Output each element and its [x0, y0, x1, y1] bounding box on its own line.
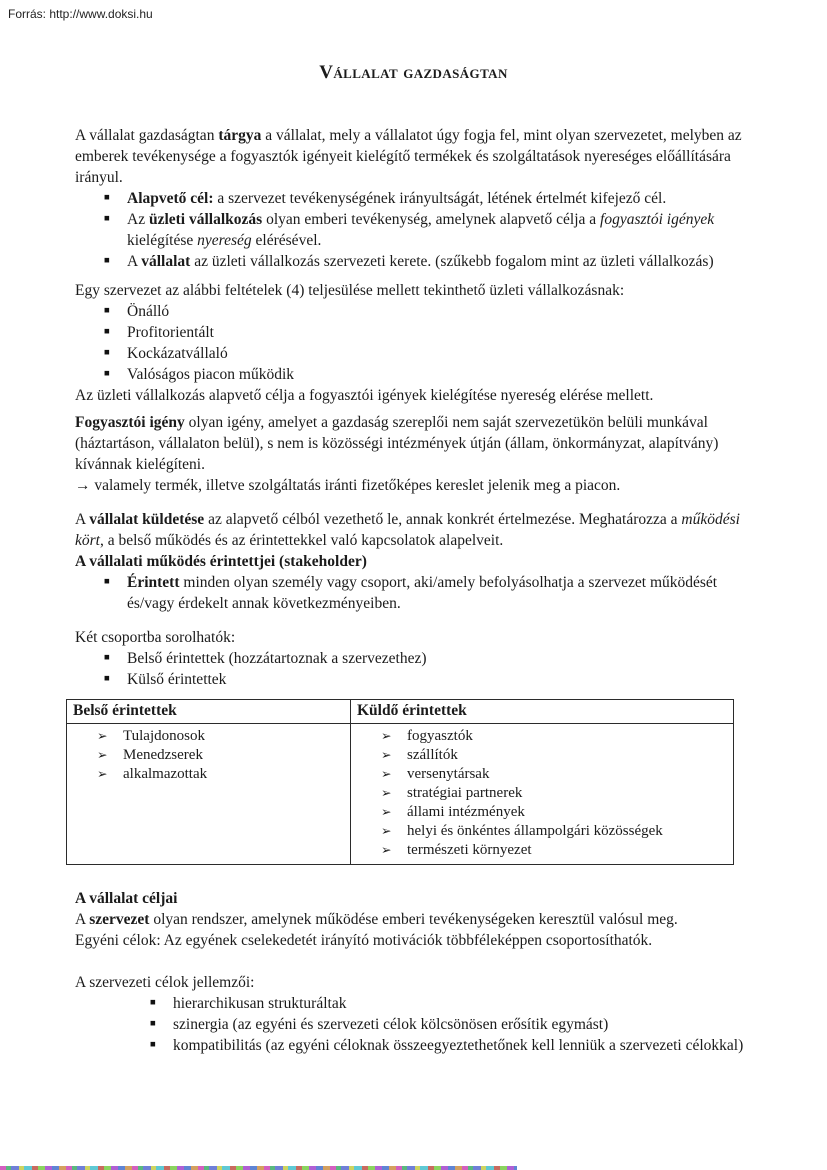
table-body-row [67, 724, 734, 865]
square-bullet-icon: ■ [104, 674, 110, 684]
table-list-item [381, 841, 733, 860]
list-item-text: kompatibilitás (az egyéni céloknak összeegyeztethetőnek kell lenniük a szervezeti célokkal) [173, 1037, 744, 1054]
arrow-bullet-icon: ➢ [381, 786, 392, 800]
table-list-item-text: szállítók [407, 747, 458, 763]
list-item [104, 648, 752, 669]
table-list-item [381, 822, 733, 841]
square-bullet-icon: ■ [150, 1019, 156, 1029]
table-list-item-text: Tulajdonosok [123, 728, 205, 744]
table-cell-external [351, 724, 734, 865]
table-list-item-text: alkalmazottak [123, 766, 208, 782]
list-item [150, 1035, 752, 1056]
list-item-text: Önálló [127, 303, 170, 320]
conditions-list [75, 301, 752, 385]
list-item-text: hierarchikusan strukturáltak [173, 995, 347, 1012]
conditions-lead: Egy szervezet az alábbi feltételek (4) teljesülése mellett tekinthető üzleti vállalkozásnak: [75, 282, 625, 299]
arrow-bullet-icon: ➢ [97, 748, 108, 762]
external-stakeholders-list [351, 727, 733, 860]
table-list-item-text: természeti környezet [407, 842, 532, 858]
table-list-item [381, 784, 733, 803]
list-item-text: Érintett minden olyan személy vagy csoport, aki/amely befolyásolhatja a szervezet működését és/vagy érdekelt annak következményeiben. [127, 574, 718, 612]
groups-list [75, 648, 752, 690]
mission-paragraph: A vállalat küldetése az alapvető célból vezethető le, annak konkrét értelmezése. Meghatározza a működési kört, a belső működés és az érintettekkel való kapcsolatok alapelveit. [75, 511, 740, 549]
table-header-internal: Belső érintettek [67, 700, 351, 724]
list-item [150, 993, 752, 1014]
list-item-text: A vállalat az üzleti vállalkozás szervezeti kerete. (szűkebb fogalom mint az üzleti vállalkozás) [127, 253, 714, 270]
arrow-bullet-icon: ➢ [381, 843, 392, 857]
list-item-text: Kockázatvállaló [127, 345, 228, 362]
core-definitions-list [75, 188, 752, 272]
square-bullet-icon: ■ [150, 998, 156, 1008]
square-bullet-icon: ■ [104, 306, 110, 316]
stakeholder-definition-list [75, 572, 752, 614]
table-list-item-text: állami intézmények [407, 804, 525, 820]
square-bullet-icon: ■ [104, 369, 110, 379]
table-list-item [97, 727, 350, 746]
list-item-text: Az üzleti vállalkozás olyan emberi tevékenység, amelynek alapvető célja a fogyasztói igények kielégítése nyereség elérésével. [127, 211, 715, 249]
table-list-item-text: Menedzserek [123, 747, 203, 763]
square-bullet-icon: ■ [104, 256, 110, 266]
table-list-item-text: stratégiai partnerek [407, 785, 523, 801]
stakeholder-heading: A vállalati működés érintettjei (stakeholder) [75, 553, 367, 570]
list-item-text: Valóságos piacon működik [127, 366, 295, 383]
goals-heading: A vállalat céljai [75, 890, 178, 907]
groups-lead: Két csoportba sorolhatók: [75, 629, 236, 646]
square-bullet-icon: ■ [104, 653, 110, 663]
consumer-need-paragraph: Fogyasztói igény olyan igény, amelyet a gazdaság szereplői nem saját szervezetükön belüli munkával (háztartáson, vállalaton belül), s nem is közösségi intézmények útján (állam, önkormányzat, alapítvány) kívánnak kielégíteni. [75, 414, 719, 473]
table-header-row [67, 700, 734, 724]
list-item [104, 343, 752, 364]
square-bullet-icon: ■ [104, 214, 110, 224]
arrow-bullet-icon: ➢ [381, 767, 392, 781]
internal-stakeholders-list [67, 727, 350, 784]
conditions-closing: Az üzleti vállalkozás alapvető célja a fogyasztói igények kielégítése nyereség elérése mellett. [75, 387, 654, 404]
list-item [104, 364, 752, 385]
arrow-bullet-icon: ➢ [381, 805, 392, 819]
table-list-item [97, 765, 350, 784]
arrow-bullet-icon: ➢ [97, 729, 108, 743]
arrow-bullet-icon: ➢ [381, 824, 392, 838]
table-list-item [381, 727, 733, 746]
list-item [104, 188, 752, 209]
table-list-item-text: versenytársak [407, 766, 490, 782]
table-header-external: Küldő érintettek [351, 700, 734, 724]
list-item [150, 1014, 752, 1035]
table-list-item [381, 803, 733, 822]
square-bullet-icon: ■ [104, 577, 110, 587]
list-item-text: Belső érintettek (hozzátartoznak a szervezethez) [127, 650, 427, 667]
square-bullet-icon: ■ [104, 193, 110, 203]
square-bullet-icon: ■ [150, 1040, 156, 1050]
intro-paragraph: A vállalat gazdaságtan tárgya a vállalat, mely a vállalatot úgy fogja fel, mint olyan szervezetet, melyben az emberek tevékenysége a fogyasztók igényeit kielégítő termékek és szolgáltatások nyereséges előállítására irányul. [75, 127, 742, 186]
arrow-bullet-icon: ➢ [381, 729, 392, 743]
table-list-item-text: helyi és önkéntes állampolgári közösségek [407, 823, 663, 839]
source-url-line: Forrás: http://www.doksi.hu [8, 7, 153, 21]
page-title: Vállalat gazdaságtan [319, 62, 508, 83]
list-item-text: Külső érintettek [127, 671, 227, 688]
list-item [104, 669, 752, 690]
stakeholders-table [66, 699, 734, 865]
table-list-item [381, 746, 733, 765]
list-item-text: Profitorientált [127, 324, 214, 341]
arrow-bullet-icon: ➢ [97, 767, 108, 781]
list-item [104, 322, 752, 343]
square-bullet-icon: ■ [104, 327, 110, 337]
list-item-text: Alapvető cél: a szervezet tevékenységének irányultságát, létének értelmét kifejező cél. [127, 190, 667, 207]
table-list-item-text: fogyasztók [407, 728, 473, 744]
list-item-text: szinergia (az egyéni és szervezeti célok kölcsönösen erősítik egymást) [173, 1016, 609, 1033]
consumer-need-arrow-line: → valamely termék, illetve szolgáltatás iránti fizetőképes kereslet jelenik meg a piacon. [75, 477, 621, 494]
arrow-bullet-icon: ➢ [381, 748, 392, 762]
goals-paragraph-1: A szervezet olyan rendszer, amelynek működése emberi tevékenységeken keresztül valósul meg. [75, 911, 678, 928]
scan-artifact-strip [0, 1166, 517, 1170]
goals-paragraph-2: Egyéni célok: Az egyének cselekedetét irányító motivációk többféleképpen csoportosíthatók. [75, 932, 653, 949]
list-item [104, 251, 752, 272]
table-cell-internal [67, 724, 351, 865]
goal-traits-lead: A szervezeti célok jellemzői: [75, 974, 255, 991]
list-item [104, 301, 752, 322]
table-list-item [381, 765, 733, 784]
goal-traits-list [75, 993, 752, 1056]
table-list-item [97, 746, 350, 765]
list-item [104, 572, 752, 614]
square-bullet-icon: ■ [104, 348, 110, 358]
list-item [104, 209, 752, 251]
